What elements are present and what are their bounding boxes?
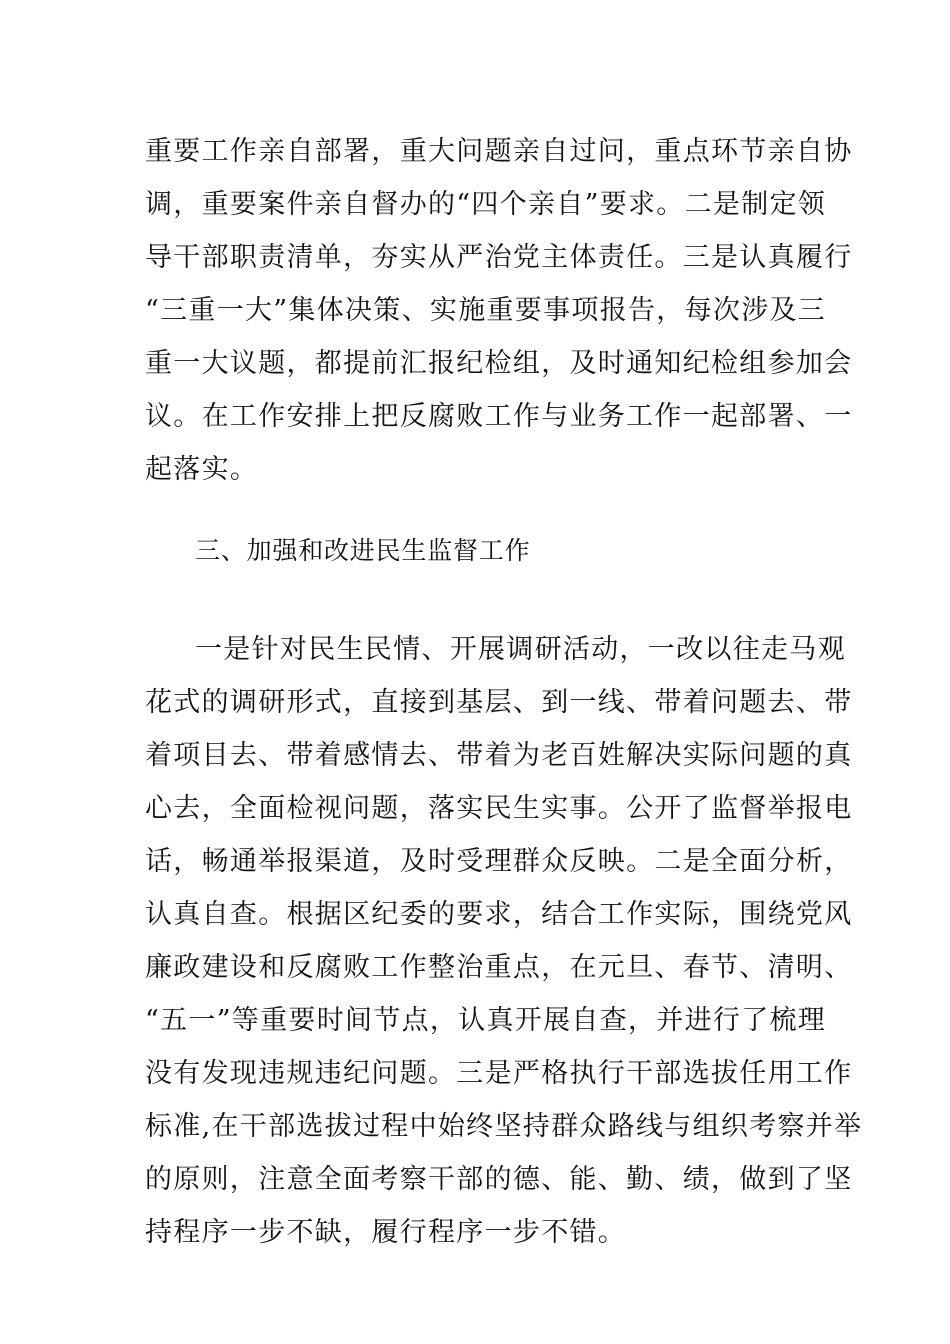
paragraph-2-line-12: 持程序一步不缺，履行程序一步不错。 (145, 1217, 627, 1248)
paragraph-1-line-4: “三重一大”集体决策、实施重要事项报告，每次涉及三 (145, 295, 827, 326)
paragraph-2-line-3: 着项目去、带着感情去、带着为老百姓解决实际问题的真 (145, 740, 853, 771)
paragraph-2-line-10: 标准,在干部选拔过程中始终坚持群众路线与组织考察并举 (145, 1111, 863, 1142)
paragraph-2-line-4: 心去，全面检视问题，落实民生实事。公开了监督举报电 (145, 793, 853, 824)
paragraph-2-line-7: 廉政建设和反腐败工作整治重点，在元旦、春节、清明、 (145, 952, 853, 983)
paragraph-1-line-6: 议。在工作安排上把反腐败工作与业务工作一起部署、一 (145, 401, 853, 432)
paragraph-2-line-6: 认真自查。根据区纪委的要求，结合工作实际，围绕党风 (145, 899, 853, 930)
paragraph-2-line-8: “五一”等重要时间节点，认真开展自查，并进行了梳理 (145, 1005, 827, 1036)
paragraph-2-line-5: 话，畅通举报渠道，及时受理群众反映。二是全面分析， (145, 846, 853, 877)
paragraph-1-line-1: 重要工作亲自部署，重大问题亲自过问，重点环节亲自协 (145, 136, 853, 167)
paragraph-2-line-11: 的原则，注意全面考察干部的德、能、勤、绩，做到了坚 (145, 1164, 853, 1195)
paragraph-2-line-1: 一是针对民生民情、开展调研活动，一改以往走马观 (195, 634, 846, 665)
paragraph-1-line-5: 重一大议题，都提前汇报纪检组，及时通知纪检组参加会 (145, 348, 853, 379)
paragraph-2-line-2: 花式的调研形式，直接到基层、到一线、带着问题去、带 (145, 687, 853, 718)
paragraph-1-line-3: 导干部职责清单，夯实从严治党主体责任。三是认真履行 (145, 242, 853, 273)
paragraph-1-line-2: 调，重要案件亲自督办的“四个亲自”要求。二是制定领 (145, 189, 827, 220)
paragraph-1-line-7: 起落实。 (145, 454, 259, 485)
paragraph-2-line-9: 没有发现违规违纪问题。三是严格执行干部选拔任用工作 (145, 1058, 853, 1089)
section-heading: 三、加强和改进民生监督工作 (195, 536, 531, 565)
